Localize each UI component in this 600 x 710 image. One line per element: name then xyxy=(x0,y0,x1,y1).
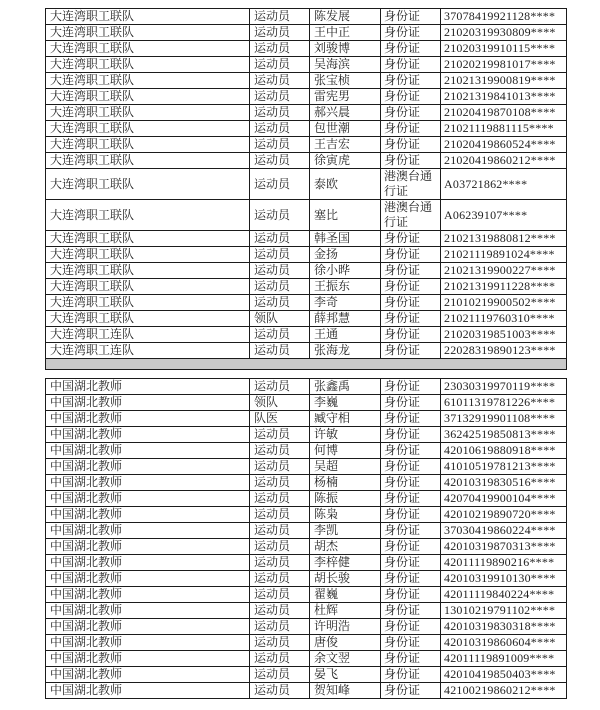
id-number-cell: 42010319870313**** xyxy=(441,539,567,555)
table-row xyxy=(46,25,567,41)
id-type-cell: 身份证 xyxy=(381,343,441,359)
team-cell: 中国湖北教师 xyxy=(46,427,250,443)
name-cell: 吴超 xyxy=(310,459,381,475)
table-row xyxy=(46,603,567,619)
name-cell: 泰欧 xyxy=(310,169,381,200)
id-number-cell: 21020319851003**** xyxy=(441,327,567,343)
id-type-cell: 身份证 xyxy=(381,121,441,137)
team-cell: 大连湾职工连队 xyxy=(46,343,250,359)
role-cell: 运动员 xyxy=(250,105,310,121)
team-cell: 中国湖北教师 xyxy=(46,523,250,539)
id-type-cell: 身份证 xyxy=(381,247,441,263)
id-number-cell: 42010319860604**** xyxy=(441,635,567,651)
name-cell: 韩圣国 xyxy=(310,231,381,247)
id-number-cell: 37030419860224**** xyxy=(441,523,567,539)
name-cell: 张海龙 xyxy=(310,343,381,359)
table-row xyxy=(46,105,567,121)
table-row xyxy=(46,395,567,411)
id-type-cell: 身份证 xyxy=(381,555,441,571)
table-row xyxy=(46,311,567,327)
id-type-cell: 身份证 xyxy=(381,411,441,427)
id-number-cell: 61011319781226**** xyxy=(441,395,567,411)
id-type-cell: 身份证 xyxy=(381,475,441,491)
role-cell: 运动员 xyxy=(250,619,310,635)
table-row xyxy=(46,651,567,667)
role-cell: 运动员 xyxy=(250,25,310,41)
id-type-cell: 身份证 xyxy=(381,379,441,395)
team-cell: 中国湖北教师 xyxy=(46,507,250,523)
table-row xyxy=(46,295,567,311)
id-number-cell: 21021319880812**** xyxy=(441,231,567,247)
id-type-cell: 身份证 xyxy=(381,635,441,651)
id-number-cell: 42070419900104**** xyxy=(441,491,567,507)
id-number-cell: 42010619880918**** xyxy=(441,443,567,459)
role-cell: 队医 xyxy=(250,411,310,427)
team-cell: 大连湾职工联队 xyxy=(46,105,250,121)
role-cell: 运动员 xyxy=(250,571,310,587)
table-row xyxy=(46,491,567,507)
table-row xyxy=(46,443,567,459)
table-row xyxy=(46,379,567,395)
name-cell: 王振东 xyxy=(310,279,381,295)
team-cell: 中国湖北教师 xyxy=(46,619,250,635)
id-type-cell: 身份证 xyxy=(381,427,441,443)
id-type-cell: 身份证 xyxy=(381,571,441,587)
role-cell: 运动员 xyxy=(250,651,310,667)
role-cell: 运动员 xyxy=(250,443,310,459)
role-cell: 运动员 xyxy=(250,379,310,395)
id-number-cell: 42010219890720**** xyxy=(441,507,567,523)
role-cell: 运动员 xyxy=(250,475,310,491)
team-cell: 中国湖北教师 xyxy=(46,475,250,491)
team-cell: 大连湾职工联队 xyxy=(46,41,250,57)
id-number-cell: 21021319900819**** xyxy=(441,73,567,89)
id-type-cell: 身份证 xyxy=(381,507,441,523)
name-cell: 何博 xyxy=(310,443,381,459)
table-body xyxy=(46,9,567,370)
team-cell: 大连湾职工联队 xyxy=(46,25,250,41)
id-number-cell: 21020419860212**** xyxy=(441,153,567,169)
table-row xyxy=(46,635,567,651)
role-cell: 运动员 xyxy=(250,121,310,137)
name-cell: 臧守相 xyxy=(310,411,381,427)
id-type-cell: 身份证 xyxy=(381,539,441,555)
id-type-cell: 身份证 xyxy=(381,105,441,121)
team-cell: 大连湾职工联队 xyxy=(46,247,250,263)
team-cell: 大连湾职工联队 xyxy=(46,231,250,247)
name-cell: 塞比 xyxy=(310,200,381,231)
role-cell: 运动员 xyxy=(250,587,310,603)
id-number-cell: 21020219981017**** xyxy=(441,57,567,73)
name-cell: 包世潮 xyxy=(310,121,381,137)
table-row xyxy=(46,327,567,343)
role-cell: 领队 xyxy=(250,311,310,327)
team-cell: 中国湖北教师 xyxy=(46,571,250,587)
role-cell: 运动员 xyxy=(250,343,310,359)
team-cell: 中国湖北教师 xyxy=(46,635,250,651)
id-type-cell: 身份证 xyxy=(381,9,441,25)
role-cell: 运动员 xyxy=(250,9,310,25)
role-cell: 运动员 xyxy=(250,427,310,443)
team-cell: 大连湾职工联队 xyxy=(46,9,250,25)
id-number-cell: 21021119881115**** xyxy=(441,121,567,137)
id-type-cell: 身份证 xyxy=(381,523,441,539)
name-cell: 刘骏博 xyxy=(310,41,381,57)
name-cell: 郝兴晨 xyxy=(310,105,381,121)
role-cell: 运动员 xyxy=(250,137,310,153)
team-cell: 大连湾职工联队 xyxy=(46,279,250,295)
name-cell: 王吉宏 xyxy=(310,137,381,153)
role-cell: 运动员 xyxy=(250,89,310,105)
name-cell: 陈发展 xyxy=(310,9,381,25)
table-row xyxy=(46,153,567,169)
team-cell: 中国湖北教师 xyxy=(46,395,250,411)
role-cell: 运动员 xyxy=(250,683,310,699)
id-number-cell: 37132919901108**** xyxy=(441,411,567,427)
id-number-cell: 21021319841013**** xyxy=(441,89,567,105)
table-row xyxy=(46,137,567,153)
table-row xyxy=(46,89,567,105)
id-type-cell: 身份证 xyxy=(381,25,441,41)
role-cell: 运动员 xyxy=(250,507,310,523)
team-cell: 中国湖北教师 xyxy=(46,443,250,459)
id-type-cell: 身份证 xyxy=(381,279,441,295)
team-cell: 中国湖北教师 xyxy=(46,539,250,555)
table-row xyxy=(46,73,567,89)
role-cell: 运动员 xyxy=(250,635,310,651)
team-roster-table-dalian xyxy=(45,8,567,370)
id-number-cell: 42010319830516**** xyxy=(441,475,567,491)
role-cell: 运动员 xyxy=(250,263,310,279)
id-type-cell: 身份证 xyxy=(381,327,441,343)
id-number-cell: 42010319910130**** xyxy=(441,571,567,587)
table-row xyxy=(46,619,567,635)
table-row xyxy=(46,523,567,539)
team-cell: 大连湾职工联队 xyxy=(46,89,250,105)
team-cell: 中国湖北教师 xyxy=(46,379,250,395)
name-cell: 余文翌 xyxy=(310,651,381,667)
team-cell: 中国湖北教师 xyxy=(46,603,250,619)
name-cell: 贺知峰 xyxy=(310,683,381,699)
table-row xyxy=(46,571,567,587)
table-row xyxy=(46,539,567,555)
id-type-cell: 身份证 xyxy=(381,311,441,327)
table-row xyxy=(46,555,567,571)
id-type-cell: 身份证 xyxy=(381,263,441,279)
team-cell: 大连湾职工联队 xyxy=(46,263,250,279)
id-number-cell: 21021119891024**** xyxy=(441,247,567,263)
team-cell: 中国湖北教师 xyxy=(46,411,250,427)
role-cell: 运动员 xyxy=(250,491,310,507)
id-type-cell: 身份证 xyxy=(381,443,441,459)
role-cell: 运动员 xyxy=(250,200,310,231)
id-type-cell: 身份证 xyxy=(381,153,441,169)
id-type-cell: 身份证 xyxy=(381,619,441,635)
table-row xyxy=(46,41,567,57)
team-cell: 中国湖北教师 xyxy=(46,587,250,603)
table-row xyxy=(46,263,567,279)
name-cell: 雷宪男 xyxy=(310,89,381,105)
role-cell: 运动员 xyxy=(250,667,310,683)
id-number-cell: A03721862**** xyxy=(441,169,567,200)
table-row xyxy=(46,587,567,603)
team-cell: 中国湖北教师 xyxy=(46,459,250,475)
name-cell: 唐俊 xyxy=(310,635,381,651)
team-cell: 大连湾职工联队 xyxy=(46,73,250,89)
team-cell: 大连湾职工联队 xyxy=(46,295,250,311)
separator-row xyxy=(46,359,567,370)
team-cell: 中国湖北教师 xyxy=(46,667,250,683)
id-type-cell: 身份证 xyxy=(381,89,441,105)
id-number-cell: 42011119891009**** xyxy=(441,651,567,667)
team-cell: 大连湾职工联队 xyxy=(46,169,250,200)
name-cell: 许敏 xyxy=(310,427,381,443)
table-row xyxy=(46,200,567,231)
name-cell: 王通 xyxy=(310,327,381,343)
id-number-cell: 42100219860212**** xyxy=(441,683,567,699)
id-type-cell: 身份证 xyxy=(381,667,441,683)
role-cell: 运动员 xyxy=(250,247,310,263)
id-number-cell: 21021319900227**** xyxy=(441,263,567,279)
id-type-cell: 身份证 xyxy=(381,231,441,247)
name-cell: 薛邦慧 xyxy=(310,311,381,327)
role-cell: 运动员 xyxy=(250,231,310,247)
team-cell: 大连湾职工联队 xyxy=(46,121,250,137)
table-row xyxy=(46,411,567,427)
id-number-cell: 42011119890216**** xyxy=(441,555,567,571)
id-number-cell: 13010219791102**** xyxy=(441,603,567,619)
id-type-cell: 身份证 xyxy=(381,295,441,311)
id-type-cell: 身份证 xyxy=(381,587,441,603)
name-cell: 许明浩 xyxy=(310,619,381,635)
role-cell: 运动员 xyxy=(250,459,310,475)
id-number-cell: 21020419870108**** xyxy=(441,105,567,121)
id-number-cell: 23030319970119**** xyxy=(441,379,567,395)
table-row xyxy=(46,427,567,443)
team-cell: 中国湖北教师 xyxy=(46,555,250,571)
id-number-cell: 22028319890123**** xyxy=(441,343,567,359)
name-cell: 金扬 xyxy=(310,247,381,263)
role-cell: 运动员 xyxy=(250,279,310,295)
role-cell: 运动员 xyxy=(250,295,310,311)
team-cell: 大连湾职工连队 xyxy=(46,327,250,343)
table-row xyxy=(46,121,567,137)
id-type-cell: 身份证 xyxy=(381,459,441,475)
role-cell: 运动员 xyxy=(250,57,310,73)
id-type-cell: 身份证 xyxy=(381,41,441,57)
role-cell: 运动员 xyxy=(250,603,310,619)
table-row xyxy=(46,169,567,200)
table-row xyxy=(46,683,567,699)
id-number-cell: 21021119760310**** xyxy=(441,311,567,327)
role-cell: 领队 xyxy=(250,395,310,411)
id-number-cell: 41010519781213**** xyxy=(441,459,567,475)
id-number-cell: 42010319830318**** xyxy=(441,619,567,635)
role-cell: 运动员 xyxy=(250,327,310,343)
team-cell: 大连湾职工联队 xyxy=(46,200,250,231)
name-cell: 晏飞 xyxy=(310,667,381,683)
name-cell: 徐小晔 xyxy=(310,263,381,279)
id-type-cell: 身份证 xyxy=(381,73,441,89)
name-cell: 杨楠 xyxy=(310,475,381,491)
role-cell: 运动员 xyxy=(250,169,310,200)
role-cell: 运动员 xyxy=(250,555,310,571)
role-cell: 运动员 xyxy=(250,153,310,169)
name-cell: 杜辉 xyxy=(310,603,381,619)
table-row xyxy=(46,343,567,359)
role-cell: 运动员 xyxy=(250,523,310,539)
team-cell: 大连湾职工联队 xyxy=(46,137,250,153)
role-cell: 运动员 xyxy=(250,539,310,555)
table-row xyxy=(46,459,567,475)
table-row xyxy=(46,9,567,25)
table-row xyxy=(46,475,567,491)
table-body xyxy=(46,379,567,699)
team-roster-table-hubei xyxy=(45,378,567,699)
id-number-cell: 21010219900502**** xyxy=(441,295,567,311)
id-type-cell: 身份证 xyxy=(381,491,441,507)
name-cell: 张鑫禹 xyxy=(310,379,381,395)
name-cell: 翟巍 xyxy=(310,587,381,603)
id-type-cell: 身份证 xyxy=(381,57,441,73)
id-number-cell: 42011119840224**** xyxy=(441,587,567,603)
id-number-cell: 42010419850403**** xyxy=(441,667,567,683)
team-cell: 大连湾职工联队 xyxy=(46,57,250,73)
id-number-cell: 36242519850813**** xyxy=(441,427,567,443)
table-row xyxy=(46,667,567,683)
name-cell: 王中正 xyxy=(310,25,381,41)
name-cell: 李奇 xyxy=(310,295,381,311)
team-cell: 大连湾职工联队 xyxy=(46,153,250,169)
name-cell: 徐寅虎 xyxy=(310,153,381,169)
team-cell: 中国湖北教师 xyxy=(46,651,250,667)
team-cell: 中国湖北教师 xyxy=(46,683,250,699)
name-cell: 李巍 xyxy=(310,395,381,411)
name-cell: 李梓健 xyxy=(310,555,381,571)
name-cell: 吴海滨 xyxy=(310,57,381,73)
table-row xyxy=(46,247,567,263)
id-type-cell: 港澳台通行证 xyxy=(381,169,441,200)
team-cell: 中国湖北教师 xyxy=(46,491,250,507)
id-type-cell: 身份证 xyxy=(381,395,441,411)
role-cell: 运动员 xyxy=(250,41,310,57)
id-type-cell: 身份证 xyxy=(381,651,441,667)
table-row xyxy=(46,279,567,295)
id-number-cell: 21020319910115**** xyxy=(441,41,567,57)
separator-cell xyxy=(46,359,567,370)
team-cell: 大连湾职工联队 xyxy=(46,311,250,327)
role-cell: 运动员 xyxy=(250,73,310,89)
id-type-cell: 港澳台通行证 xyxy=(381,200,441,231)
id-type-cell: 身份证 xyxy=(381,683,441,699)
name-cell: 胡长骏 xyxy=(310,571,381,587)
id-type-cell: 身份证 xyxy=(381,603,441,619)
table-row xyxy=(46,231,567,247)
id-type-cell: 身份证 xyxy=(381,137,441,153)
id-number-cell: 21020419860524**** xyxy=(441,137,567,153)
name-cell: 张宝桢 xyxy=(310,73,381,89)
id-number-cell: 21021319911228**** xyxy=(441,279,567,295)
name-cell: 胡杰 xyxy=(310,539,381,555)
id-number-cell: 21020319930809**** xyxy=(441,25,567,41)
table-row xyxy=(46,57,567,73)
name-cell: 陈振 xyxy=(310,491,381,507)
name-cell: 李凯 xyxy=(310,523,381,539)
name-cell: 陈枭 xyxy=(310,507,381,523)
table-row xyxy=(46,507,567,523)
id-number-cell: A06239107**** xyxy=(441,200,567,231)
id-number-cell: 37078419921128**** xyxy=(441,9,567,25)
